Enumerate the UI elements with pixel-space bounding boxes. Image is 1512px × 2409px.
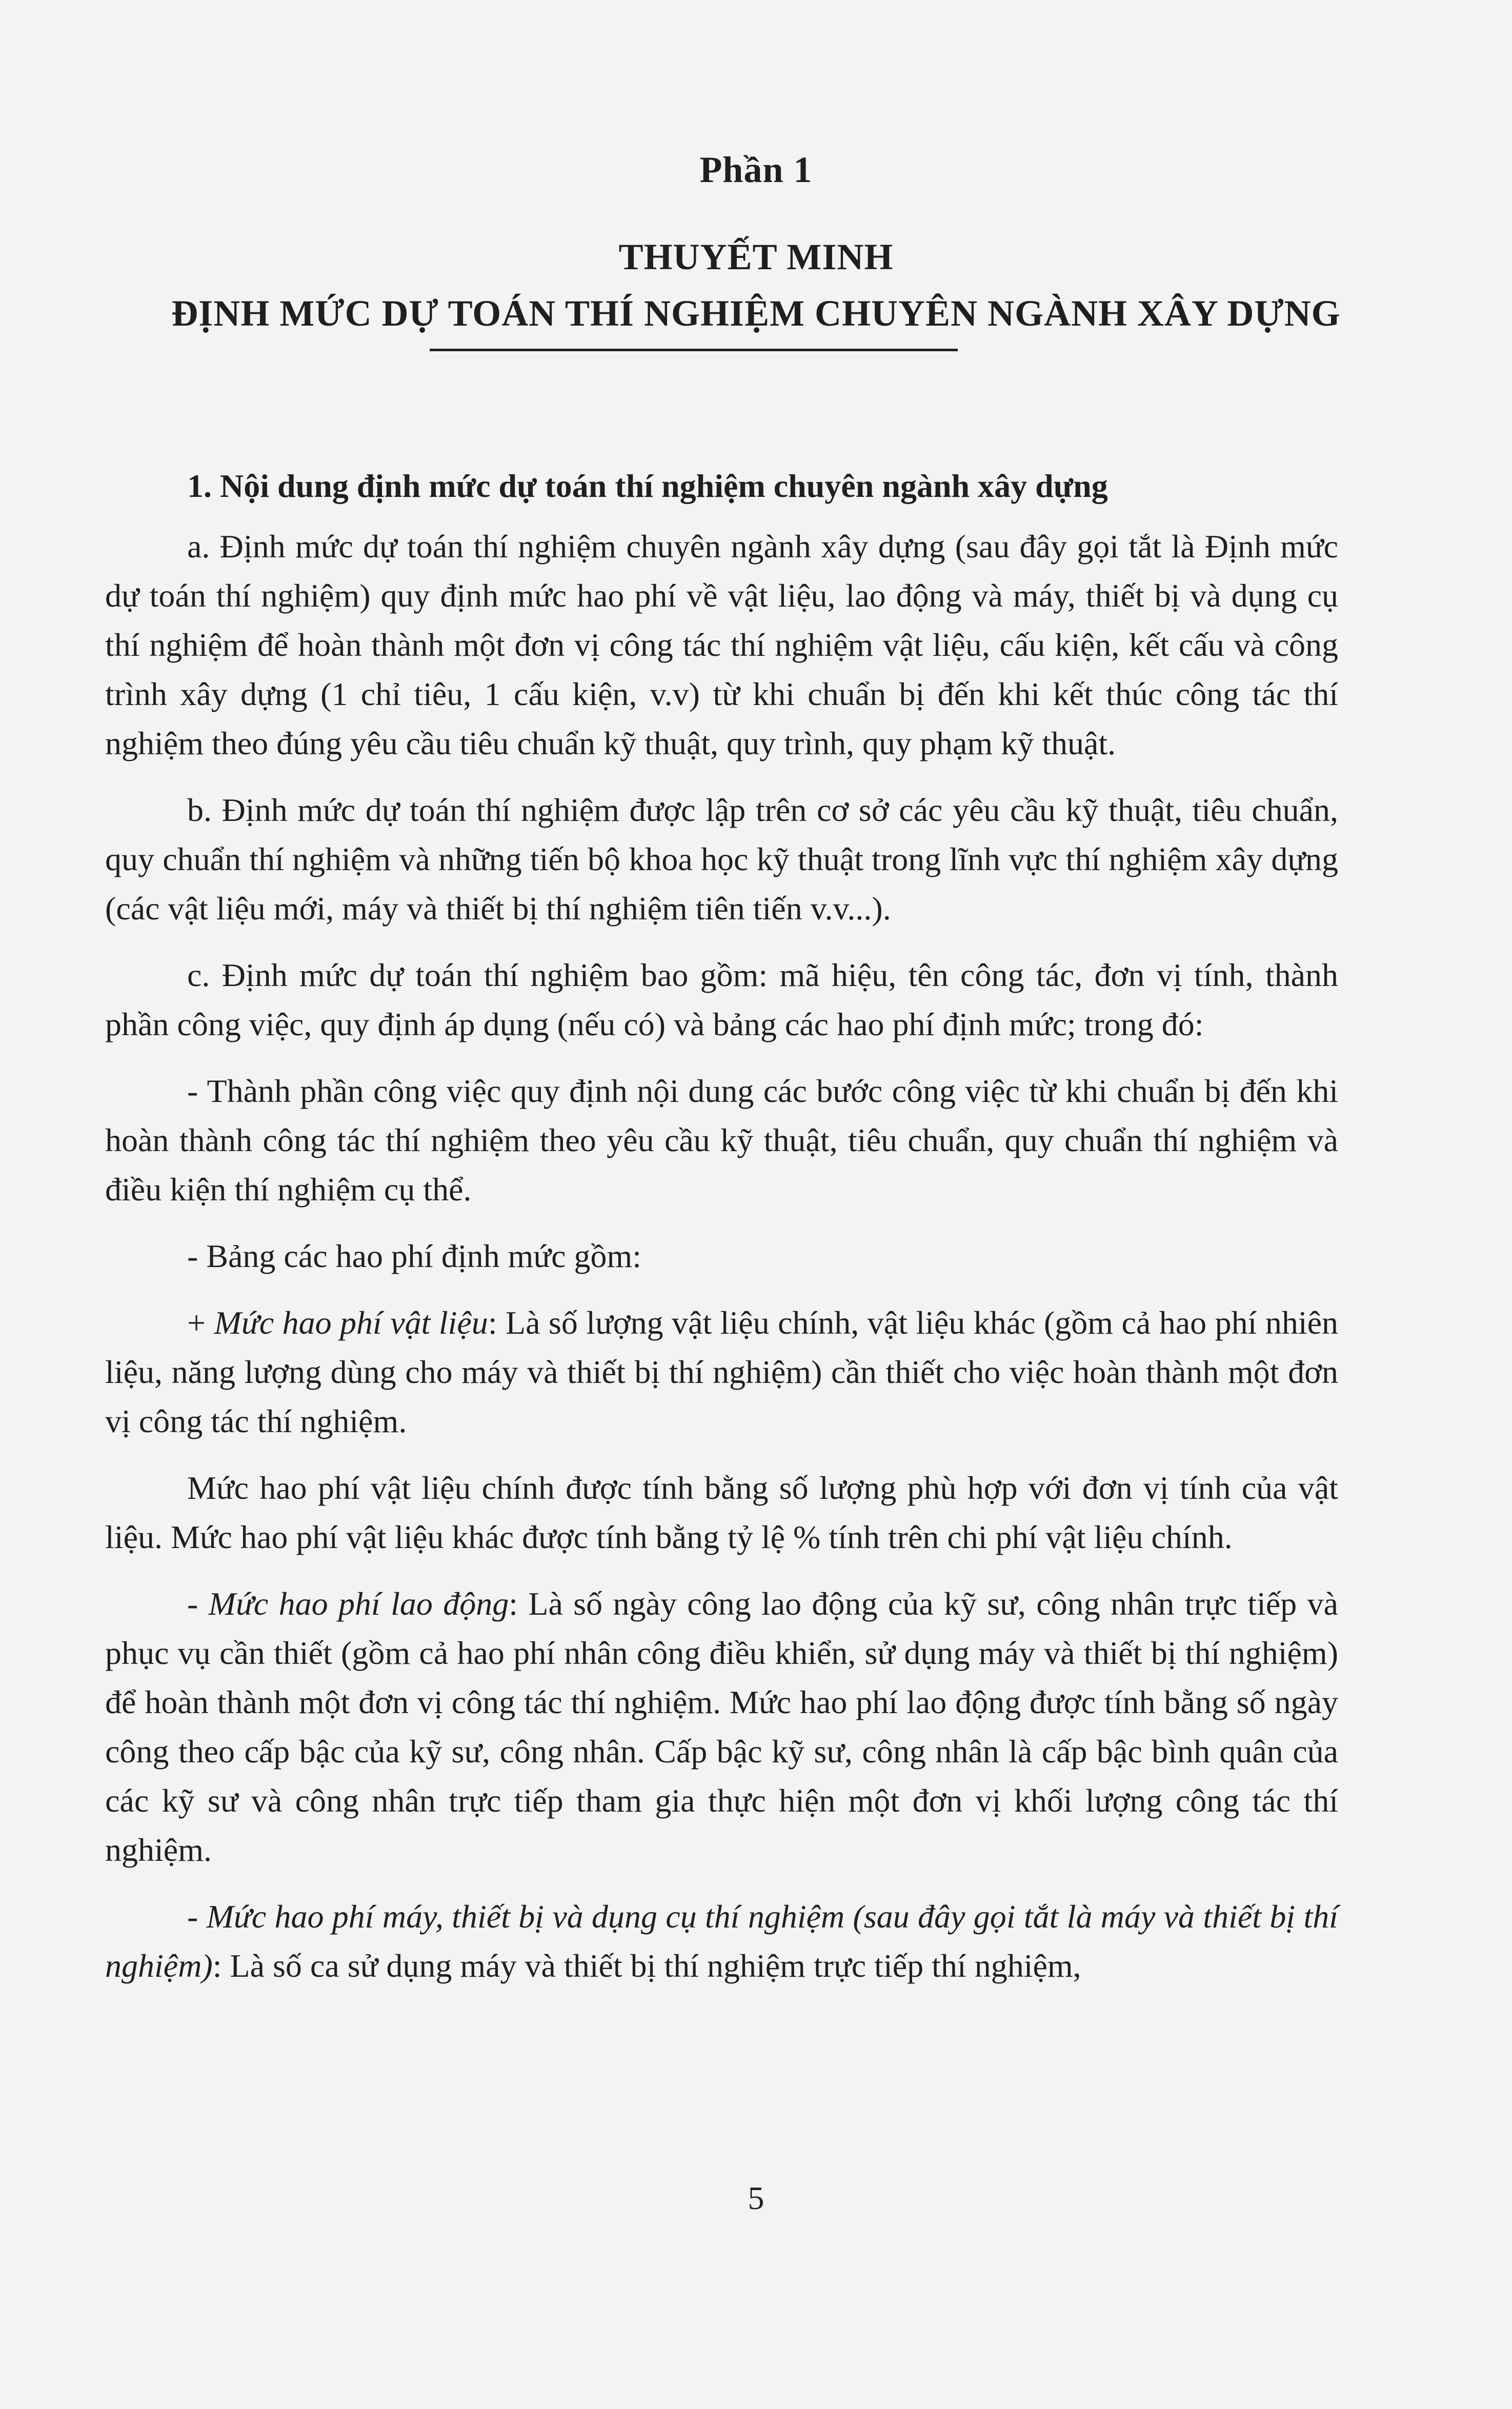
labor-cost-text: : Là số ngày công lao động của kỹ sư, công nhân trực tiếp và phục vụ cần thiết (gồm cả hao phí nhân công điều khiển, sử dụng máy và thiết bị thí nghiệm) để hoàn thành một đơn vị công tác thí nghiệm. Mức hao phí lao động được tính bằng số ngày công theo cấp bậc của kỹ sư, công nhân. Cấp bậc kỹ sư, công nhân là cấp bậc bình quân của các kỹ sư và công nhân trực tiếp tham gia thực hiện một đơn vị khối lượng công tác thí nghiệm. bbox=[105, 1585, 1338, 1868]
material-cost-text: : Là số lượng vật liệu chính, vật liệu khác (gồm cả hao phí nhiên liệu, năng lượng dùng cho máy và thiết bị thí nghiệm) cần thiết cho việc hoàn thành một đơn vị công tác thí nghiệm. bbox=[105, 1304, 1339, 1439]
labor-cost-term: - Mức hao phí lao động bbox=[187, 1585, 509, 1622]
part-label: Phần 1 bbox=[699, 149, 813, 190]
paragraph-material-cost bbox=[105, 1298, 1338, 1446]
paragraph-b: b. Định mức dự toán thí nghiệm được lập trên cơ sở các yêu cầu kỹ thuật, tiêu chuẩn, quy chuẩn thí nghiệm và những tiến bộ khoa học kỹ thuật trong lĩnh vực thí nghiệm xây dựng (các vật liệu mới, máy và thiết bị thí nghiệm tiên tiến v.v...). bbox=[105, 792, 1338, 927]
paragraph-labor-cost bbox=[105, 1579, 1338, 1875]
title-underline bbox=[430, 349, 958, 351]
material-cost-term: Mức hao phí vật liệu bbox=[214, 1304, 488, 1341]
document-title: THUYẾT MINH bbox=[618, 236, 894, 277]
bullet-plus: + bbox=[187, 1304, 214, 1341]
paragraph-work-components: - Thành phần công việc quy định nội dung các bước công việc từ khi chuẩn bị đến khi hoàn thành công tác thí nghiệm theo yêu cầu kỹ thuật, tiêu chuẩn, quy chuẩn thí nghiệm và điều kiện thí nghiệm cụ thể. bbox=[105, 1073, 1338, 1208]
page-number: 5 bbox=[748, 2180, 764, 2216]
section-heading: 1. Nội dung định mức dự toán thí nghiệm chuyên ngành xây dựng bbox=[187, 468, 1108, 504]
paragraph-material-cost-detail: Mức hao phí vật liệu chính được tính bằng số lượng phù hợp với đơn vị tính của vật liệu. Mức hao phí vật liệu khác được tính bằng tỷ lệ % tính trên chi phí vật liệu chính. bbox=[105, 1470, 1338, 1555]
paragraph-cost-tables: - Bảng các hao phí định mức gồm: bbox=[187, 1238, 642, 1274]
machine-cost-term: - Mức hao phí máy, thiết bị và dụng cụ thí nghiệm (sau đây gọi tắt là máy và thiết bị thí nghiệm) bbox=[105, 1898, 1338, 1984]
paragraph-c: c. Định mức dự toán thí nghiệm bao gồm: mã hiệu, tên công tác, đơn vị tính, thành phần công việc, quy định áp dụng (nếu có) và bảng các hao phí định mức; trong đó: bbox=[105, 957, 1338, 1042]
machine-cost-text: : Là số ca sử dụng máy và thiết bị thí nghiệm trực tiếp thí nghiệm, bbox=[212, 1948, 1081, 1984]
paragraph-machine-cost bbox=[105, 1892, 1338, 1991]
document-subtitle: ĐỊNH MỨC DỰ TOÁN THÍ NGHIỆM CHUYÊN NGÀNH XÂY DỰNG bbox=[171, 293, 1341, 334]
paragraph-a: a. Định mức dự toán thí nghiệm chuyên ngành xây dựng (sau đây gọi tắt là Định mức dự toán thí nghiệm) quy định mức hao phí về vật liệu, lao động và máy, thiết bị và dụng cụ thí nghiệm để hoàn thành một đơn vị công tác thí nghiệm vật liệu, cấu kiện, kết cấu và công trình xây dựng (1 chỉ tiêu, 1 cấu kiện, v.v) từ khi chuẩn bị đến khi kết thúc công tác thí nghiệm theo đúng yêu cầu tiêu chuẩn kỹ thuật, quy trình, quy phạm kỹ thuật. bbox=[105, 528, 1338, 761]
body-text bbox=[105, 461, 1338, 2008]
